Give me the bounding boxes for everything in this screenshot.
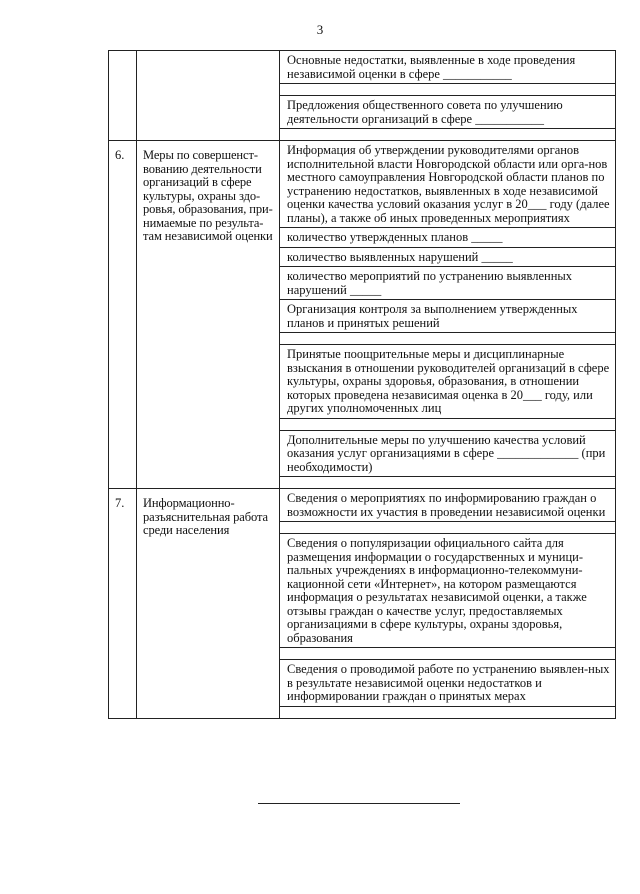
row-number-cell (109, 489, 137, 719)
indicator-item: количество выявленных нарушений _____ (280, 248, 615, 268)
blank-entry-line (280, 477, 615, 488)
indicator-item: Сведения о популяризации официального сайта для размещения информации о государственных и муници-пальных учреждениях в информационно-телекоммуни-кационной сети «Интернет», на котором размещаются информация о результатах независимой оценки, а также отзывы граждан о качестве услуг, предоставляемых организациями в сфере культуры, охраны здоровья, образования (280, 534, 615, 648)
blank-entry-line (280, 522, 615, 534)
row-title: Меры по совершенст-вованию деятельности организаций в сфере культуры, охраны здо-ровья, образования, при-нимаемые по результа-там независимой оценки (143, 148, 273, 243)
indicator-item: Сведения о проводимой работе по устранению выявлен-ных в результате независимой оценки недостатков и информировании граждан о принятых мерах (280, 660, 615, 707)
indicator-item: Дополнительные меры по улучшению качества условий оказания услуг организациями в сфере _____________ (при необходимости) (280, 431, 615, 478)
row-number: 6. (115, 148, 125, 162)
indicator-item: Принятые поощрительные меры и дисциплинарные взыскания в отношении руководителей организаций в сфере культуры, охраны здоровья, образования, в отношении которых проведена независимая оценка в 20___ году, или других уполномоченных лиц (280, 345, 615, 419)
indicator-item: Организация контроля за выполнением утвержденных планов и принятых решений (280, 300, 615, 333)
blank-entry-line (280, 333, 615, 345)
row-number: 7. (115, 496, 125, 510)
row-title-cell (137, 51, 280, 141)
indicator-item: количество мероприятий по устранению выявленных нарушений _____ (280, 267, 615, 300)
table-row (109, 141, 616, 489)
table-row (109, 51, 616, 141)
row-title-cell (137, 489, 280, 719)
blank-entry-line (280, 707, 615, 718)
end-divider (258, 803, 460, 804)
indicator-item: Сведения о мероприятиях по информированию граждан о возможности их участия в проведении независимой оценки (280, 489, 615, 522)
row-title-cell (137, 141, 280, 489)
row-number (109, 51, 136, 59)
row-items-cell (280, 141, 616, 489)
row-title: Информационно-разъяснительная работа среди населения (143, 496, 268, 537)
row-number-cell (109, 51, 137, 141)
table-row (109, 489, 616, 719)
indicator-item: Предложения общественного совета по улучшению деятельности организаций в сфере ___________ (280, 96, 615, 129)
blank-entry-line (280, 648, 615, 660)
assessment-table (108, 50, 616, 719)
row-items-cell (280, 51, 616, 141)
indicator-item: Информация об утверждении руководителями органов исполнительной власти Новгородской области или орга-нов местного самоуправления Новгородской области планов по устранению недостатков, выявленных в ходе независимой оценки качества условий оказания услуг в 20___ году (далее планы), а также об иных проведенных мероприятиях (280, 141, 615, 228)
blank-entry-line (280, 84, 615, 96)
blank-entry-line (280, 129, 615, 140)
indicator-item: количество утвержденных планов _____ (280, 228, 615, 248)
blank-entry-line (280, 419, 615, 431)
row-title (137, 51, 279, 59)
row-items-cell (280, 489, 616, 719)
page-number: 3 (316, 22, 324, 37)
row-number-cell (109, 141, 137, 489)
indicator-item: Основные недостатки, выявленные в ходе проведения независимой оценки в сфере ___________ (280, 51, 615, 84)
